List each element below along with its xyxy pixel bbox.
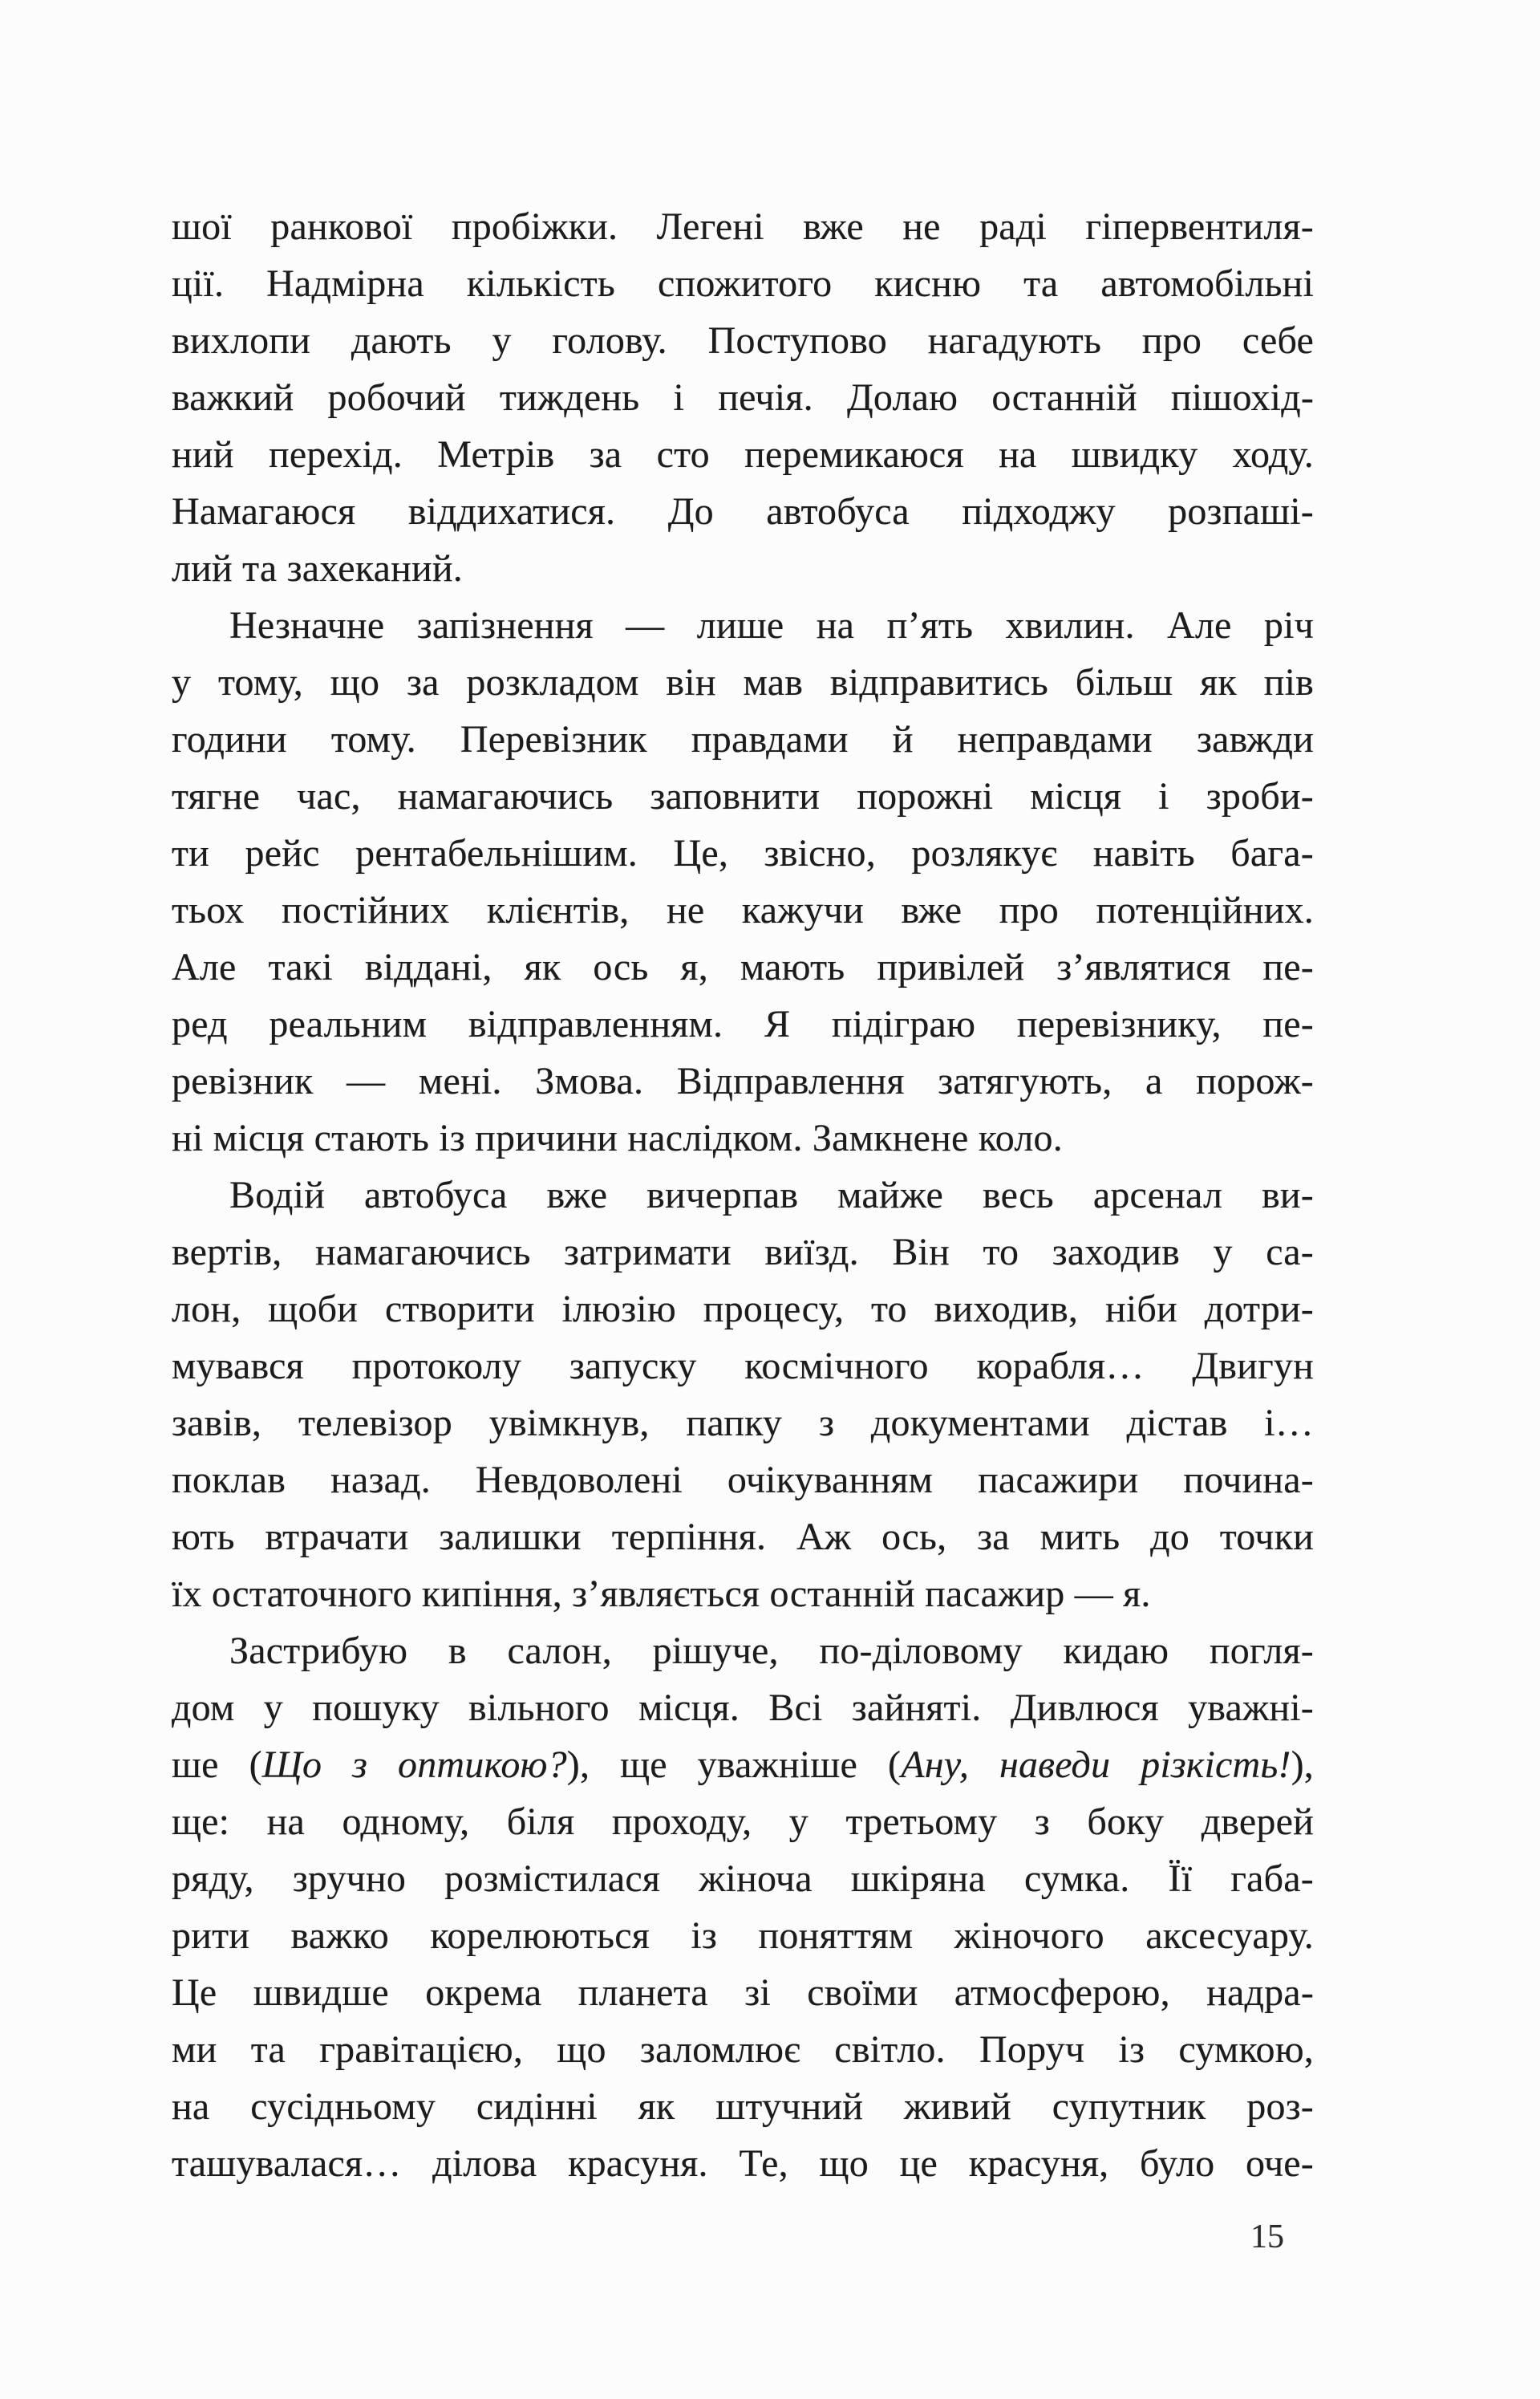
text-line: [172, 198, 1314, 255]
text-segment: Намагаюся віддихатися. До автобуса підходжу розпаші-: [172, 490, 1314, 533]
text-segment: ше (: [172, 1743, 262, 1786]
paragraph: [172, 1167, 1314, 1622]
text-segment: завів, телевізор увімкнув, папку з документами дістав і…: [172, 1402, 1314, 1444]
text-segment: ний перехід. Метрів за сто перемикаюся на швидку ходу.: [172, 433, 1314, 476]
text-segment: ще: на одному, біля проходу, у третьому з боку дверей: [172, 1800, 1314, 1843]
text-line: [172, 1907, 1314, 1964]
text-segment: вертів, намагаючись затримати виїзд. Він то заходив у са-: [172, 1231, 1314, 1273]
text-line: [172, 939, 1314, 996]
paragraph: [172, 198, 1314, 597]
text-segment: їх остаточного кипіння, з’являється останній пасажир — я.: [172, 1573, 1151, 1615]
text-line: [172, 1451, 1314, 1508]
text-line: [172, 1338, 1314, 1394]
text-segment: ні місця стають із причини наслідком. Замкнене коло.: [172, 1117, 1063, 1159]
text-line: [172, 825, 1314, 882]
text-segment: шої ранкової пробіжки. Легені вже не раді гіпервентиля-: [172, 205, 1314, 248]
text-segment: ред реальним відправленням. Я підіграю перевізнику, пе-: [172, 1003, 1314, 1045]
text-segment: години тому. Перевізник правдами й неправдами завжди: [172, 718, 1314, 761]
text-line: [172, 1736, 1314, 1793]
text-line: [172, 1565, 1314, 1622]
text-line: [172, 540, 1314, 597]
text-segment: ряду, зручно розмістилася жіноча шкіряна сумка. Її габа-: [172, 1857, 1314, 1900]
text-line: [172, 1793, 1314, 1850]
text-line: [172, 483, 1314, 540]
text-line: [172, 1167, 1314, 1224]
text-line: [172, 996, 1314, 1053]
text-line: [172, 1964, 1314, 2021]
text-segment: ), ще уважніше (: [566, 1743, 902, 1786]
text-line: [172, 426, 1314, 483]
text-line: [172, 768, 1314, 825]
text-segment: дом у пошуку вільного місця. Всі зайняті. Дивлюся уважні-: [172, 1687, 1314, 1729]
text-line: [172, 1850, 1314, 1907]
text-segment: тягне час, намагаючись заповнити порожні місця і зроби-: [172, 775, 1314, 818]
text-line: [172, 1224, 1314, 1281]
text-segment: важкий робочий тиждень і печія. Долаю останній пішохід-: [172, 376, 1314, 419]
text-line: [172, 2078, 1314, 2135]
text-segment: лий та захеканий.: [172, 547, 463, 590]
text-segment: Але такі віддані, як ось я, мають привілей з’являтися пе-: [172, 946, 1314, 988]
text-line: [172, 1281, 1314, 1338]
text-line: [172, 1110, 1314, 1167]
text-line: [172, 597, 1314, 654]
text-line: [172, 711, 1314, 768]
text-segment: мувався протоколу запуску космічного корабля… Двигун: [172, 1345, 1314, 1387]
text-line: [172, 654, 1314, 711]
text-line: [172, 2021, 1314, 2078]
text-segment: поклав назад. Невдоволені очікуванням пасажири почина-: [172, 1459, 1314, 1501]
text-segment: лон, щоби створити ілюзію процесу, то виходив, ніби дотри-: [172, 1288, 1314, 1330]
text-segment: Це швидше окрема планета зі своїми атмосферою, надра-: [172, 1971, 1314, 2014]
text-segment: ташувалася… ділова красуня. Те, що це красуня, було оче-: [172, 2142, 1314, 2185]
text-segment: у тому, що за розкладом він мав відправитись більш як пів: [172, 661, 1314, 704]
text-line: [172, 1622, 1314, 1679]
text-line: [172, 1394, 1314, 1451]
text-line: [172, 312, 1314, 369]
text-line: [172, 2135, 1314, 2192]
text-line: [172, 369, 1314, 426]
text-line: [172, 1508, 1314, 1565]
page-number: 15: [1250, 2218, 1284, 2255]
text-segment: Водій автобуса вже вичерпав майже весь арсенал ви-: [229, 1174, 1314, 1216]
text-segment: ми та гравітацією, що заломлює світло. Поруч із сумкою,: [172, 2028, 1314, 2071]
text-segment: ревізник — мені. Змова. Відправлення затягують, а порож-: [172, 1060, 1314, 1102]
text-segment: ції. Надмірна кількість спожитого кисню та автомобільні: [172, 262, 1314, 305]
text-line: [172, 1679, 1314, 1736]
paragraph: [172, 1622, 1314, 2192]
text-line: [172, 255, 1314, 312]
text-block: [172, 198, 1314, 2192]
text-segment: рити важко корелюються із поняттям жіночого аксесуару.: [172, 1914, 1314, 1957]
text-segment: на сусідньому сидінні як штучний живий супутник роз-: [172, 2085, 1314, 2128]
text-segment: ють втрачати залишки терпіння. Аж ось, за мить до точки: [172, 1516, 1314, 1558]
text-segment: ),: [1291, 1743, 1314, 1786]
text-segment: Застрибую в салон, рішуче, по-діловому кидаю погля-: [229, 1630, 1314, 1672]
text-segment: вихлопи дають у голову. Поступово нагадують про себе: [172, 319, 1314, 362]
text-line: [172, 882, 1314, 939]
italic-segment: Ану, наведи різкість!: [901, 1743, 1291, 1786]
paragraph: [172, 597, 1314, 1167]
text-segment: ти рейс рентабельнішим. Це, звісно, розлякує навіть бага-: [172, 832, 1314, 875]
text-segment: тьох постійних клієнтів, не кажучи вже про потенційних.: [172, 889, 1314, 932]
italic-segment: Що з оптикою?: [261, 1743, 567, 1786]
text-line: [172, 1053, 1314, 1110]
text-segment: Незначне запізнення — лише на п’ять хвилин. Але річ: [229, 604, 1314, 647]
